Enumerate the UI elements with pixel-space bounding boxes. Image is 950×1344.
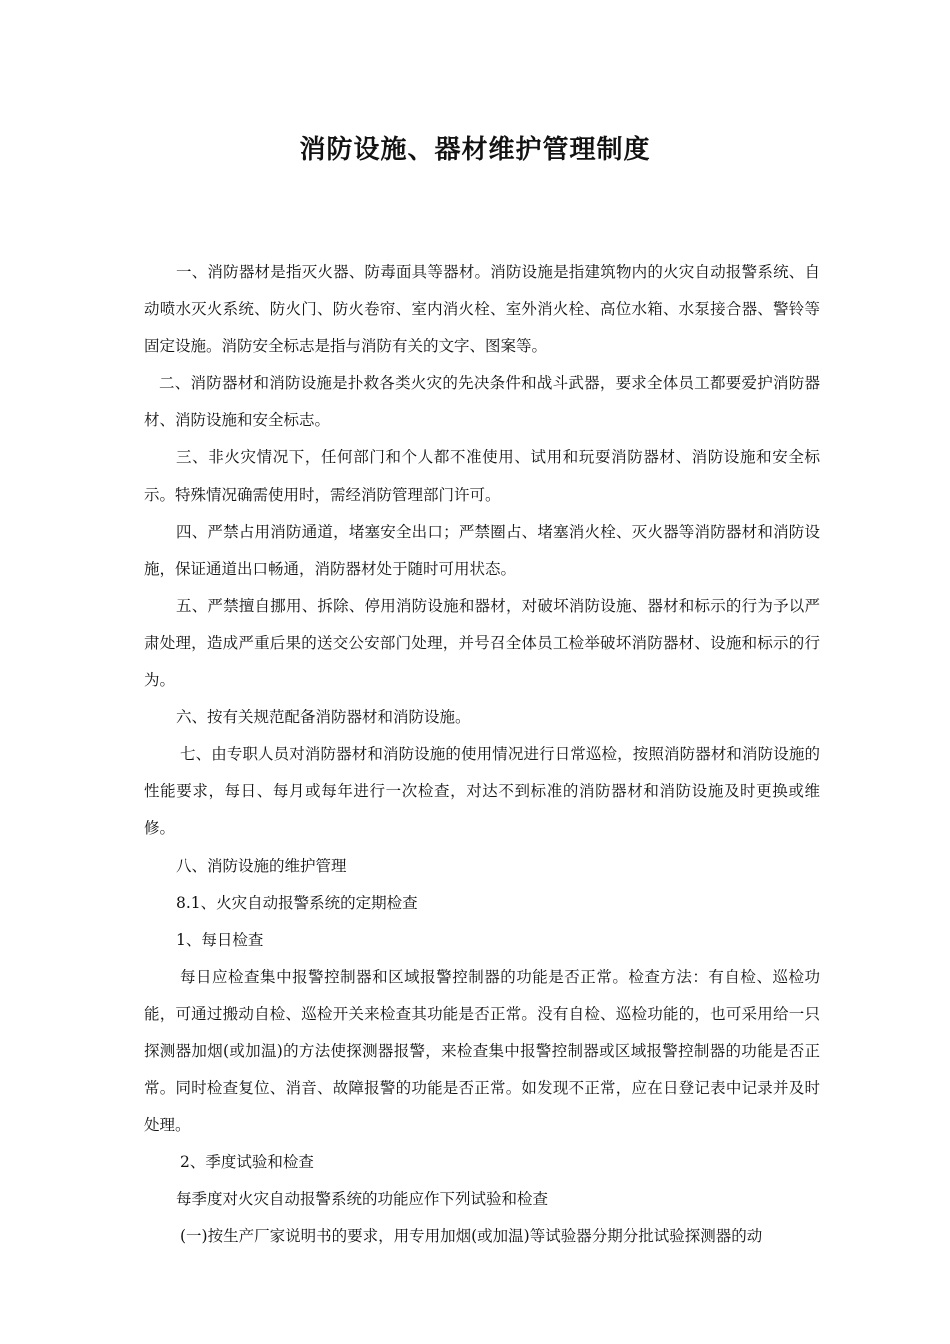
document-body [144,254,820,1256]
paragraph-quarterly-intro: 每季度对火灾自动报警系统的功能应作下列试验和检查 [176,1190,549,1209]
section-heading-8: 八、消防设施的维护管理 [176,856,347,875]
paragraph-daily-check: 每日应检查集中报警控制器和区域报警控制器的功能是否正常。检查方法：有自检、巡检功能，可通过搬动自检、巡检开关来检查其功能是否正常。没有自检、巡检功能的，也可采用给一只探测器加烟(或加温)的方法使探测器报警，来检查集中报警控制器或区域报警控制器的功能是否正常。同时检查复位、消音、故障报警的功能是否正常。如发现不正常，应在日登记表中记录并及时处理。 [144,967,820,1135]
paragraph-2: 二、消防器材和消防设施是扑救各类火灾的先决条件和战斗武器，要求全体员工都要爱护消防器材、消防设施和安全标志。 [144,374,820,430]
paragraph-7: 七、由专职人员对消防器材和消防设施的使用情况进行日常巡检，按照消防器材和消防设施的性能要求，每日、每月或每年进行一次检查，对达不到标准的消防器材和消防设施及时更换或维修。 [144,745,820,838]
subsection-heading-8-1: 8.1、火灾自动报警系统的定期检查 [176,893,418,912]
paragraph-1: 一、消防器材是指灭火器、防毒面具等器材。消防设施是指建筑物内的火灾自动报警系统、自动喷水灭火系统、防火门、防火卷帘、室内消火栓、室外消火栓、高位水箱、水泵接合器、警铃等固定设施。消防安全标志是指与消防有关的文字、图案等。 [144,263,820,356]
item-heading-daily-check: 1、每日检查 [176,930,264,949]
document-title: 消防设施、器材维护管理制度 [299,135,651,165]
paragraph-6: 六、按有关规范配备消防器材和消防设施。 [176,708,471,727]
item-heading-quarterly-check: 2、季度试验和检查 [180,1153,314,1172]
paragraph-4: 四、严禁占用消防通道，堵塞安全出口；严禁圈占、堵塞消火栓、灭火器等消防器材和消防设施，保证通道出口畅通，消防器材处于随时可用状态。 [144,522,820,578]
paragraph-quarterly-item-1: (一)按生产厂家说明书的要求，用专用加烟(或加温)等试验器分期分批试验探测器的动 [180,1227,763,1246]
paragraph-5: 五、严禁擅自挪用、拆除、停用消防设施和器材，对破坏消防设施、器材和标示的行为予以严肃处理，造成严重后果的送交公安部门处理，并号召全体员工检举破坏消防器材、设施和标示的行为。 [144,596,820,690]
paragraph-3: 三、非火灾情况下，任何部门和个人都不准使用、试用和玩耍消防器材、消防设施和安全标示。特殊情况确需使用时，需经消防管理部门许可。 [144,448,820,504]
